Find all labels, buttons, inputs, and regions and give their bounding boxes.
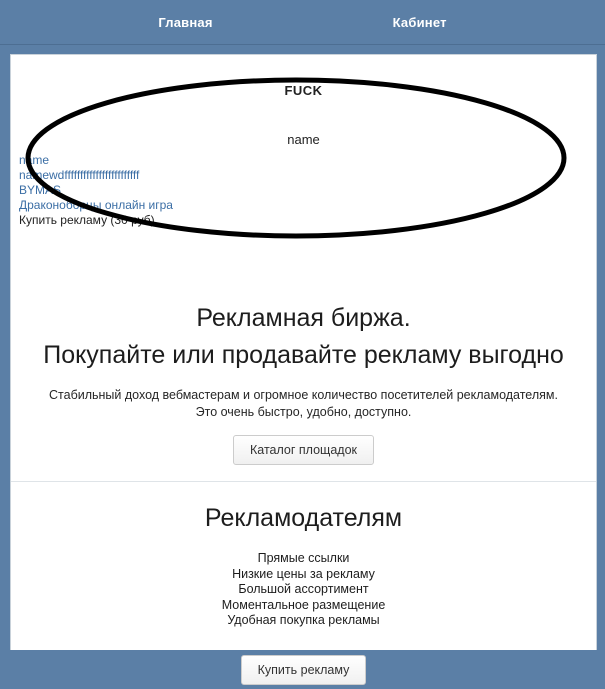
banner-subtitle: name: [287, 132, 320, 147]
hero-subtitle: Покупайте или продавайте рекламу выгодно: [43, 341, 564, 369]
advertisers-feature-list: [25, 551, 582, 629]
list-item: Большой ассортимент: [238, 582, 369, 596]
list-item: Удобная покупка рекламы: [227, 613, 380, 627]
top-navigation: [0, 0, 605, 45]
list-item[interactable]: namewdffffffffffffffffffffffff: [19, 168, 140, 182]
buy-ad-button-wrap: [25, 641, 582, 685]
nav-item-home[interactable]: Главная: [158, 14, 213, 30]
catalog-button[interactable]: Каталог площадок: [233, 435, 374, 465]
buy-ad-button[interactable]: Купить рекламу: [241, 655, 367, 685]
hero-description-line2: Это очень быстро, удобно, доступно.: [195, 405, 412, 419]
advertisers-title: Рекламодателям: [204, 504, 403, 532]
content-card: [10, 54, 597, 677]
advertisers-section: [11, 482, 596, 689]
list-item[interactable]: name: [19, 153, 50, 167]
list-item: Прямые ссылки: [257, 551, 350, 565]
hero-description-line1: Стабильный доход вебмастерам и огромное количество посетителей рекламодателям.: [49, 388, 558, 402]
list-item: Низкие цены за рекламу: [232, 566, 375, 581]
link-list: [11, 147, 596, 236]
hero-title: Рекламная биржа.: [196, 304, 411, 332]
banner-area: [11, 55, 596, 283]
banner-title: FUCK: [284, 83, 323, 98]
hero-section: [11, 283, 596, 482]
list-item: Моментальное размещение: [221, 597, 386, 612]
list-item[interactable]: BYMAS: [19, 183, 62, 197]
list-item[interactable]: Драконоборцы онлайн игра: [19, 198, 173, 212]
nav-item-cabinet[interactable]: Кабинет: [392, 14, 447, 30]
list-item-buy-ad[interactable]: Купить рекламу (30 руб): [19, 213, 155, 227]
